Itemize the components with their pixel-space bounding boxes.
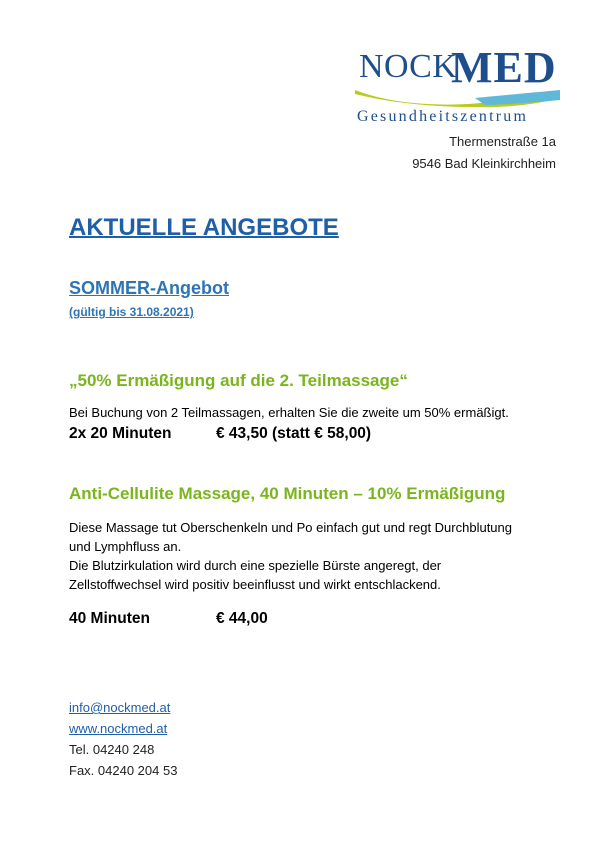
address-street: Thermenstraße 1a xyxy=(449,134,556,149)
logo-subtitle: Gesundheitszentrum xyxy=(357,108,529,125)
nockmed-logo xyxy=(355,40,560,130)
offer-price-row xyxy=(69,610,268,628)
offer-price: € 43,50 (statt € 58,00) xyxy=(216,425,372,442)
offer-description xyxy=(69,518,569,594)
offer-duration: 2x 20 Minuten xyxy=(69,425,172,442)
offer-price-row xyxy=(69,425,371,443)
address-city: 9546 Bad Kleinkirchheim xyxy=(412,156,556,171)
offer-title: „50% Ermäßigung auf die 2. Teilmassage“ xyxy=(69,371,408,390)
offer-description-line: Bei Buchung von 2 Teilmassagen, erhalten Sie die zweite um 50% ermäßigt. xyxy=(69,405,509,420)
logo-text-med: MED xyxy=(451,43,557,92)
fax-number: Fax. 04240 204 53 xyxy=(69,763,178,778)
logo-wave-icon xyxy=(355,84,560,108)
offer-duration: 40 Minuten xyxy=(69,610,150,627)
website-link[interactable]: www.nockmed.at xyxy=(69,721,168,736)
offer-description-line: Zellstoffwechsel wird positiv beeinflusst und wirkt entschlackend. xyxy=(69,577,441,592)
offer-description-line: Diese Massage tut Oberschenkeln und Po einfach gut und regt Durchblutung xyxy=(69,520,512,535)
offer-price: € 44,00 xyxy=(216,610,268,627)
phone-number: Tel. 04240 248 xyxy=(69,742,155,757)
section-title: SOMMER-Angebot xyxy=(69,278,229,298)
section-validity: (gültig bis 31.08.2021) xyxy=(69,305,194,319)
offer-title: Anti-Cellulite Massage, 40 Minuten – 10% Ermäßigung xyxy=(69,484,506,503)
page-title: AKTUELLE ANGEBOTE xyxy=(69,214,339,241)
email-link[interactable]: info@nockmed.at xyxy=(69,700,171,715)
offer-description xyxy=(69,403,569,422)
offer-description-line: und Lymphfluss an. xyxy=(69,539,182,554)
logo-text-nock: NOCK xyxy=(359,48,458,85)
offer-description-line: Die Blutzirkulation wird durch eine spezielle Bürste angeregt, der xyxy=(69,558,442,573)
